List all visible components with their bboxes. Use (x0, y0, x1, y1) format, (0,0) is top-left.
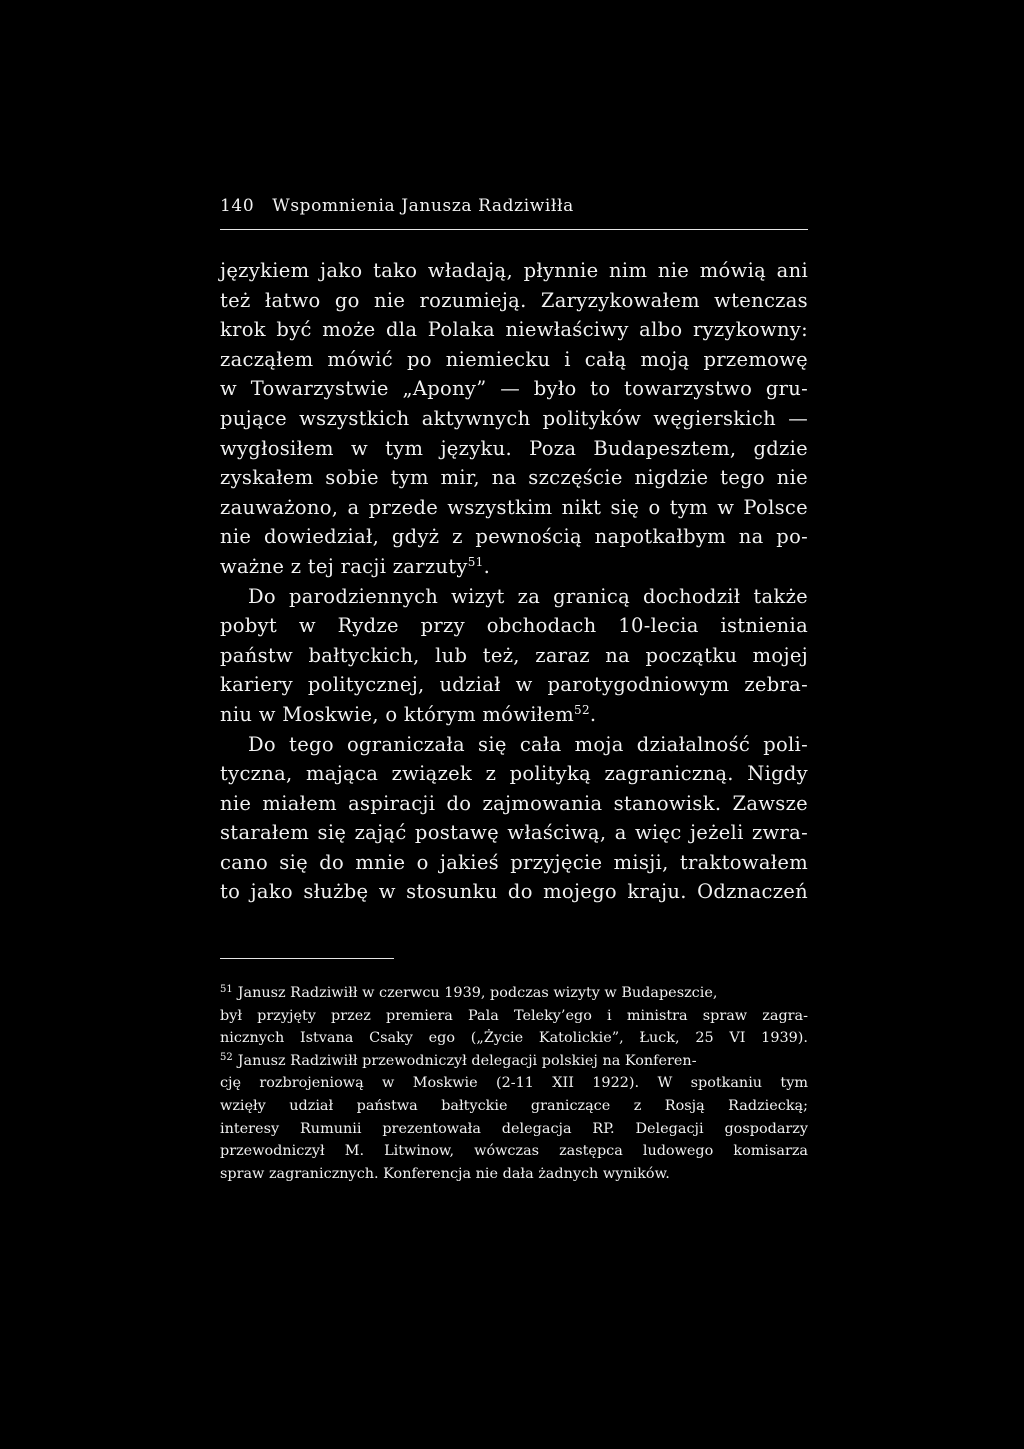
footnote-line (220, 1050, 808, 1073)
body-line: też łatwo go nie rozumieją. Zaryzykowałem wtenczas (220, 288, 808, 312)
body-line-text: niu w Moskwie, o którym mówiłem (220, 702, 575, 726)
body-line: w Towarzystwie „Apony” — było to towarzystwo gru- (220, 377, 808, 401)
body-line: pobyt w Rydze przy obchodach 10-lecia istnienia (220, 614, 808, 638)
footnote-ref-51: 51 (467, 554, 484, 569)
footnote-marker-51: 51 (220, 984, 233, 995)
footnote-text: Janusz Radziwiłł w czerwcu 1939, podczas wizyty w Budapeszcie, (237, 985, 718, 1001)
footnote-marker-52: 52 (220, 1051, 233, 1063)
footnotes (220, 982, 808, 1185)
body-line: zauważono, a przede wszystkim nikt się o tym w Polsce (220, 495, 808, 519)
body-line: wygłosiłem w tym języku. Poza Budapesztem, gdzie (220, 436, 808, 460)
body-line: to jako służbę w stosunku do mojego kraju. Odznaczeń (220, 880, 808, 904)
running-title: Wspomnienia Janusza Radziwiłła (272, 196, 574, 216)
header-rule (220, 229, 808, 230)
body-line: Do tego ograniczała się cała moja działalność poli- (248, 732, 808, 756)
footnote-line: był przyjęty przez premiera Pala Teleky’ego i ministra spraw zagra- (220, 1007, 808, 1024)
book-page (220, 0, 808, 1449)
body-line: cano się do mnie o jakieś przyjęcie misji, traktowałem (220, 850, 808, 874)
body-line-last (220, 700, 808, 730)
body-line: Do parodziennych wizyt za granicą dochodził także (248, 584, 808, 608)
footnote-line: nicznych Istvana Csaky ego („Życie Katolickie”, Łuck, 25 VI 1939). (220, 1030, 808, 1047)
body-line: językiem jako tako władają, płynnie nim nie mówią ani (220, 259, 808, 282)
footnote-line: spraw zagranicznych. Konferencja nie dała żadnych wyników. (220, 1165, 670, 1182)
footnote-text: Janusz Radziwiłł przewodniczył delegacji polskiej na Konferen- (237, 1052, 697, 1069)
body-line: zacząłem mówić po niemiecku i całą moją przemowę (220, 347, 808, 371)
footnote-line: interesy Rumunii prezentowała delegacja RP. Delegacji gospodarzy (220, 1120, 808, 1137)
body-line: starałem się zająć postawę właściwą, a więc jeżeli zwra- (220, 821, 808, 845)
body-line: zyskałem sobie tym mir, na szczęście nigdzie tego nie (220, 466, 808, 490)
footnote-line: cję rozbrojeniową w Moskwie (2-11 XII 1922). W spotkaniu tym (220, 1075, 808, 1092)
footnote-line (220, 982, 808, 1005)
body-line: państw bałtyckich, lub też, zaraz na początku mojej (220, 643, 808, 667)
footnote-rule (220, 958, 394, 959)
period: . (589, 702, 597, 726)
body-line: nie dowiedział, gdyż z pewnością napotkałbym na po- (220, 525, 808, 549)
page-number: 140 (220, 196, 255, 216)
body-line: pujące wszystkich aktywnych polityków węgierskich — (220, 406, 808, 430)
period: . (483, 554, 491, 578)
body-line: nie miałem aspiracji do zajmowania stanowisk. Zawsze (220, 791, 808, 815)
footnote-ref-52: 52 (574, 702, 590, 717)
body-line-text: ważne z tej racji zarzuty (220, 554, 468, 578)
body-line: tyczna, mająca związek z polityką zagraniczną. Nigdy (220, 762, 808, 786)
footnote-line: przewodniczył M. Litwinow, wówczas zastępca ludowego komisarza (220, 1143, 808, 1160)
body-line: krok być może dla Polaka niewłaściwy albo ryzykowny: (220, 318, 808, 342)
body-line: kariery politycznej, udział w parotygodniowym zebra- (220, 673, 808, 697)
body-line-last (220, 552, 808, 582)
footnote-line: wzięły udział państwa bałtyckie graniczące z Rosją Radziecką; (220, 1097, 808, 1114)
body-text (220, 256, 808, 907)
running-head (220, 196, 574, 216)
